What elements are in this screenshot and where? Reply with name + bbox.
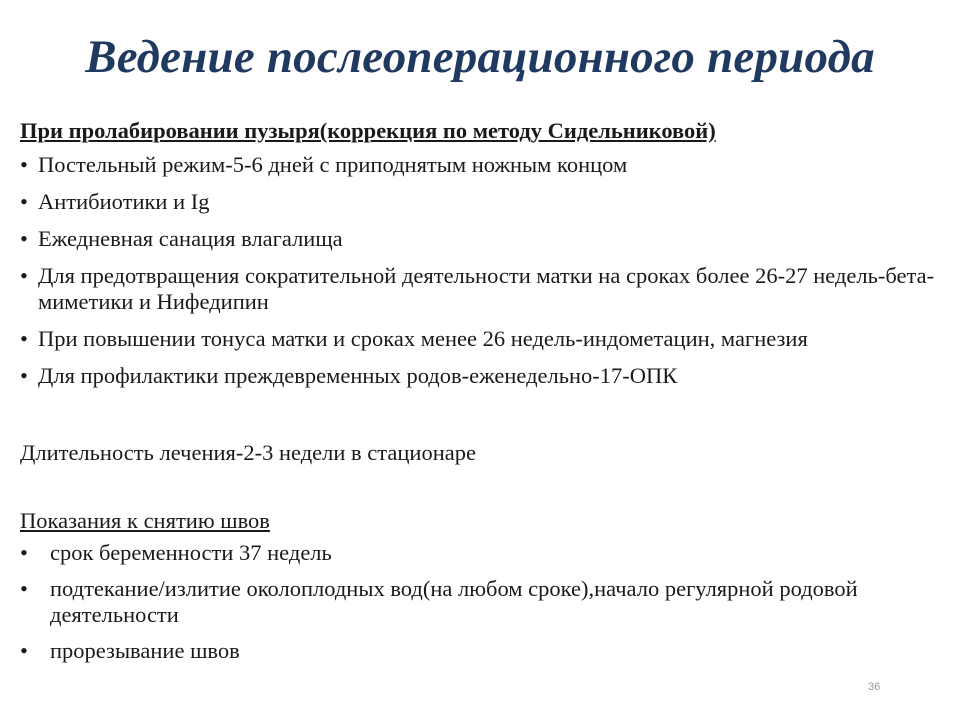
postop-measures-list (20, 152, 945, 389)
slide-title: Ведение послеоперационного периода (85, 31, 875, 83)
list-item: • Для профилактики преждевременных родов-еженедельно-17-ОПК (20, 363, 945, 389)
slide-content (20, 118, 945, 674)
list-item: • При повышении тонуса матки и сроках менее 26 недель-индометацин, магнезия (20, 326, 945, 352)
section-heading-prolapse: При пролабировании пузыря(коррекция по методу Сидельниковой) (20, 118, 716, 143)
list-item: • Для предотвращения сократительной деятельности матки на сроках более 26-27 недель-бета-миметики и Нифедипин (20, 263, 945, 315)
treatment-duration: Длительность лечения-2-3 недели в стационаре (20, 440, 476, 465)
list-item: • подтекание/излитие околоплодных вод(на любом сроке),начало регулярной родовой деятельности (20, 576, 945, 628)
list-item: • прорезывание швов (20, 638, 945, 664)
list-item: • Антибиотики и Ig (20, 189, 945, 215)
page-number: 36 (868, 681, 881, 693)
list-item: • Ежедневная санация влагалища (20, 226, 945, 252)
suture-removal-indications-list (20, 540, 945, 664)
list-item: • срок беременности 37 недель (20, 540, 945, 566)
section-heading-suture-removal: Показания к снятию швов (20, 508, 270, 533)
list-item: • Постельный режим-5-6 дней с приподнятым ножным концом (20, 152, 945, 178)
